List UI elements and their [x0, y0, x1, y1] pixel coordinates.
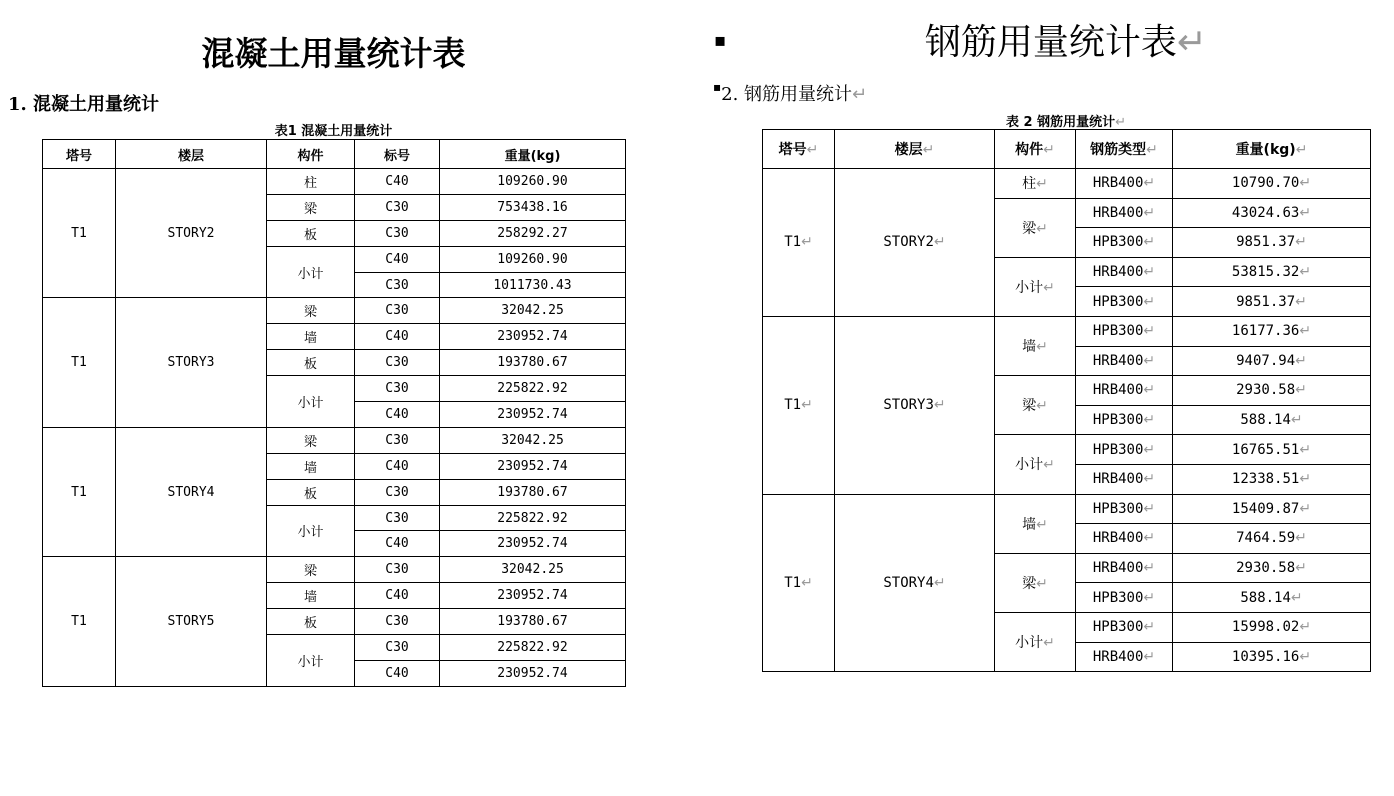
weight-cell: 12338.51↵: [1173, 464, 1371, 494]
grade-cell: C40: [355, 453, 440, 479]
weight-cell: 32042.25: [440, 427, 626, 453]
weight-cell: 588.14↵: [1173, 583, 1371, 613]
component-cell: 小计: [267, 505, 355, 557]
rebar-type-cell: HPB300↵: [1076, 494, 1173, 524]
component-cell: 板: [267, 350, 355, 376]
grade-cell: C40: [355, 583, 440, 609]
rebar-type-cell: HPB300↵: [1076, 287, 1173, 317]
return-mark: ↵: [852, 84, 868, 105]
rebar-section-heading: [713, 80, 867, 106]
weight-cell: 10790.70↵: [1173, 169, 1371, 199]
weight-cell: 588.14↵: [1173, 405, 1371, 435]
grade-cell: C40: [355, 169, 440, 195]
concrete-table: [42, 139, 626, 687]
weight-cell: 225822.92: [440, 376, 626, 402]
weight-cell: 15409.87↵: [1173, 494, 1371, 524]
header-rebar-type: 钢筋类型↵: [1076, 130, 1173, 169]
rebar-type-cell: HRB400↵: [1076, 257, 1173, 287]
header-tower: 塔号: [43, 140, 116, 169]
rebar-type-cell: HPB300↵: [1076, 583, 1173, 613]
rebar-type-cell: HRB400↵: [1076, 642, 1173, 672]
component-cell: 梁↵: [995, 376, 1076, 435]
grade-cell: C40: [355, 531, 440, 557]
component-cell: 梁↵: [995, 553, 1076, 612]
concrete-section-heading: 1. 混凝土用量统计: [8, 94, 160, 115]
weight-cell: 15998.02↵: [1173, 612, 1371, 642]
weight-cell: 9407.94↵: [1173, 346, 1371, 376]
rebar-section-text: 2. 钢筋用量统计: [721, 84, 853, 105]
grade-cell: C40: [355, 402, 440, 428]
tower-cell: T1↵: [763, 169, 835, 317]
component-cell: 墙↵: [995, 316, 1076, 375]
weight-cell: 230952.74: [440, 324, 626, 350]
rebar-title-text: 钢筋用量统计表: [924, 22, 1177, 63]
weight-cell: 10395.16↵: [1173, 642, 1371, 672]
rebar-caption-text: 表 2 钢筋用量统计: [1005, 115, 1116, 130]
table-row: [43, 427, 626, 453]
table-row: [43, 298, 626, 324]
weight-cell: 16177.36↵: [1173, 316, 1371, 346]
grade-cell: C30: [355, 376, 440, 402]
tower-cell: T1: [43, 557, 116, 686]
rebar-type-cell: HPB300↵: [1076, 612, 1173, 642]
tower-cell: T1: [43, 427, 116, 556]
component-cell: 小计: [267, 376, 355, 428]
weight-cell: 32042.25: [440, 557, 626, 583]
weight-cell: 225822.92: [440, 635, 626, 661]
weight-cell: 230952.74: [440, 531, 626, 557]
grade-cell: C40: [355, 246, 440, 272]
weight-cell: 193780.67: [440, 350, 626, 376]
weight-cell: 16765.51↵: [1173, 435, 1371, 465]
rebar-type-cell: HRB400↵: [1076, 169, 1173, 199]
header-component: 构件: [267, 140, 355, 169]
grade-cell: C30: [355, 272, 440, 298]
weight-cell: 258292.27: [440, 220, 626, 246]
component-cell: 小计↵: [995, 435, 1076, 494]
rebar-type-cell: HRB400↵: [1076, 553, 1173, 583]
weight-cell: 225822.92: [440, 505, 626, 531]
weight-cell: 9851.37↵: [1173, 228, 1371, 258]
tower-cell: T1: [43, 298, 116, 427]
header-component: 构件↵: [995, 130, 1076, 169]
weight-cell: 2930.58↵: [1173, 376, 1371, 406]
floor-cell: STORY4: [116, 427, 267, 556]
concrete-table-header-row: [43, 140, 626, 169]
component-cell: 墙: [267, 453, 355, 479]
rebar-type-cell: HRB400↵: [1076, 376, 1173, 406]
weight-cell: 230952.74: [440, 453, 626, 479]
floor-cell: STORY5: [116, 557, 267, 686]
component-cell: 柱: [267, 169, 355, 195]
weight-cell: 53815.32↵: [1173, 257, 1371, 287]
rebar-table-header-row: [763, 130, 1371, 169]
floor-cell: STORY3↵: [835, 316, 995, 494]
floor-cell: STORY4↵: [835, 494, 995, 672]
component-cell: 墙↵: [995, 494, 1076, 553]
floor-cell: STORY2: [116, 169, 267, 298]
floor-cell: STORY3: [116, 298, 267, 427]
table-row: [763, 316, 1371, 346]
table-row: [43, 169, 626, 195]
header-weight: 重量(kg): [440, 140, 626, 169]
rebar-type-cell: HRB400↵: [1076, 524, 1173, 554]
header-floor: 楼层↵: [835, 130, 995, 169]
component-cell: 墙: [267, 324, 355, 350]
grade-cell: C30: [355, 505, 440, 531]
component-cell: 梁↵: [995, 198, 1076, 257]
rebar-type-cell: HPB300↵: [1076, 405, 1173, 435]
component-cell: 板: [267, 609, 355, 635]
component-cell: 板: [267, 479, 355, 505]
component-cell: 小计: [267, 246, 355, 298]
floor-cell: STORY2↵: [835, 169, 995, 317]
tower-cell: T1: [43, 169, 116, 298]
component-cell: 梁: [267, 427, 355, 453]
weight-cell: 32042.25: [440, 298, 626, 324]
weight-cell: 753438.16: [440, 194, 626, 220]
grade-cell: C30: [355, 635, 440, 661]
weight-cell: 230952.74: [440, 402, 626, 428]
component-cell: 墙: [267, 583, 355, 609]
weight-cell: 1011730.43: [440, 272, 626, 298]
component-cell: 梁: [267, 298, 355, 324]
weight-cell: 109260.90: [440, 169, 626, 195]
return-mark: ↵: [1115, 115, 1126, 130]
rebar-table-caption: [762, 111, 1370, 130]
component-cell: 梁: [267, 557, 355, 583]
weight-cell: 43024.63↵: [1173, 198, 1371, 228]
tower-cell: T1↵: [763, 316, 835, 494]
component-cell: 梁: [267, 194, 355, 220]
weight-cell: 109260.90: [440, 246, 626, 272]
component-cell: 板: [267, 220, 355, 246]
grade-cell: C30: [355, 350, 440, 376]
rebar-page-title: [762, 14, 1370, 65]
weight-cell: 2930.58↵: [1173, 553, 1371, 583]
rebar-type-cell: HRB400↵: [1076, 464, 1173, 494]
table-row: [43, 557, 626, 583]
grade-cell: C30: [355, 298, 440, 324]
table-row: [763, 494, 1371, 524]
table-row: [763, 169, 1371, 199]
header-weight: 重量(kg)↵: [1173, 130, 1371, 169]
header-grade: 标号: [355, 140, 440, 169]
weight-cell: 7464.59↵: [1173, 524, 1371, 554]
header-floor: 楼层: [116, 140, 267, 169]
component-cell: 柱↵: [995, 169, 1076, 199]
weight-cell: 193780.67: [440, 609, 626, 635]
component-cell: 小计↵: [995, 257, 1076, 316]
grade-cell: C30: [355, 220, 440, 246]
return-mark: ↵: [1176, 22, 1208, 63]
weight-cell: 230952.74: [440, 583, 626, 609]
rebar-type-cell: HRB400↵: [1076, 346, 1173, 376]
component-cell: 小计↵: [995, 612, 1076, 671]
component-cell: 小计: [267, 635, 355, 687]
rebar-type-cell: HPB300↵: [1076, 316, 1173, 346]
rebar-table: [762, 129, 1371, 672]
rebar-type-cell: HPB300↵: [1076, 435, 1173, 465]
grade-cell: C30: [355, 194, 440, 220]
grade-cell: C30: [355, 609, 440, 635]
section-bullet: ▪: [713, 80, 722, 94]
tower-cell: T1↵: [763, 494, 835, 672]
grade-cell: C40: [355, 324, 440, 350]
weight-cell: 193780.67: [440, 479, 626, 505]
rebar-type-cell: HPB300↵: [1076, 228, 1173, 258]
grade-cell: C30: [355, 479, 440, 505]
rebar-type-cell: HRB400↵: [1076, 198, 1173, 228]
grade-cell: C40: [355, 660, 440, 686]
header-tower: 塔号↵: [763, 130, 835, 169]
concrete-table-caption: 表1 混凝土用量统计: [274, 124, 393, 139]
weight-cell: 230952.74: [440, 660, 626, 686]
title-bullet: ▪: [714, 30, 727, 51]
weight-cell: 9851.37↵: [1173, 287, 1371, 317]
grade-cell: C30: [355, 427, 440, 453]
grade-cell: C30: [355, 557, 440, 583]
concrete-page-title: 混凝土用量统计表: [201, 34, 466, 73]
